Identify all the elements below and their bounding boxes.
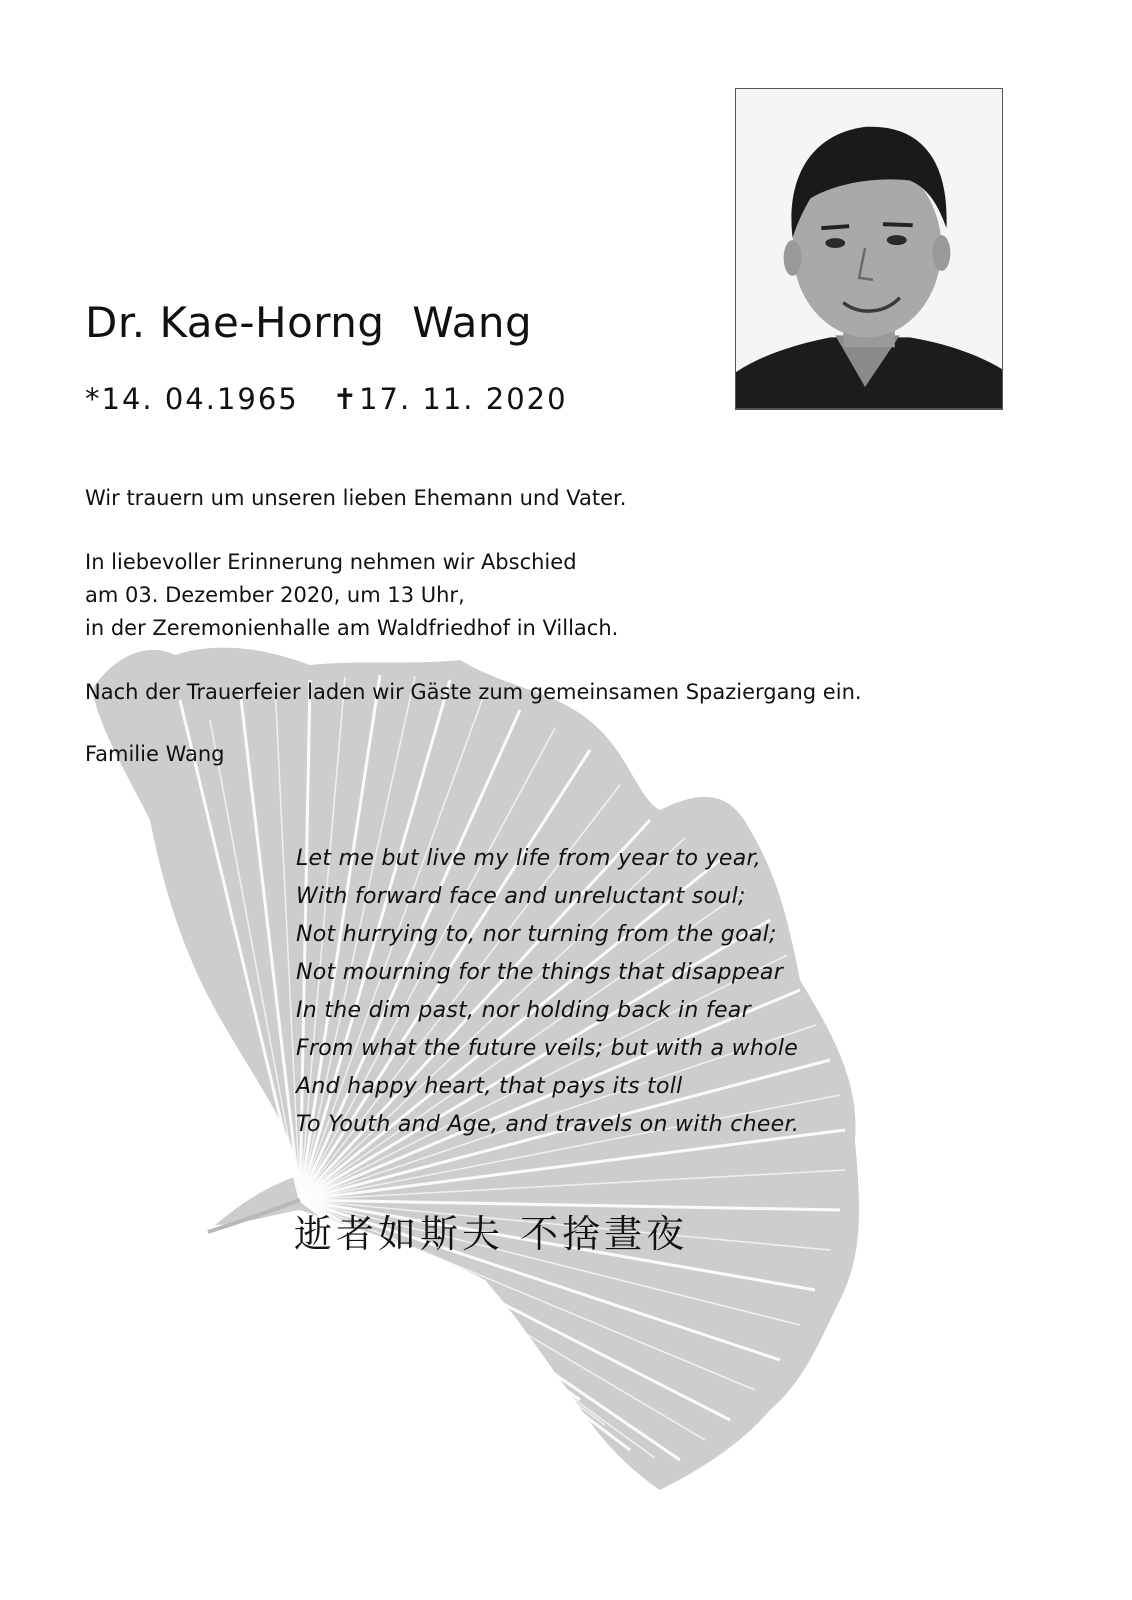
- farewell-line: In liebevoller Erinnerung nehmen wir Abschied: [85, 550, 577, 574]
- invitation-text: Nach der Trauerfeier laden wir Gäste zum gemeinsamen Spaziergang ein.: [85, 680, 862, 704]
- poem-line: To Youth and Age, and travels on with cheer.: [296, 1112, 800, 1137]
- mourning-line: Wir trauern um unseren lieben Ehemann und Vater.: [85, 486, 627, 510]
- birth-date: *14. 04.1965: [85, 382, 299, 416]
- life-dates: [85, 382, 568, 416]
- poem-line: From what the future veils; but with a whole: [296, 1036, 799, 1061]
- poem-line: In the dim past, nor holding back in fear: [296, 998, 751, 1023]
- family-signature: Familie Wang: [85, 742, 225, 766]
- farewell-line: am 03. Dezember 2020, um 13 Uhr,: [85, 583, 465, 607]
- poem-line: With forward face and unreluctant soul;: [296, 884, 746, 909]
- poem-line: Let me but live my life from year to year,: [296, 846, 762, 871]
- poem: [296, 840, 799, 1144]
- poem-line: Not mourning for the things that disappear: [296, 960, 784, 985]
- portrait-photo: [735, 88, 1003, 410]
- death-date: ✝17. 11. 2020: [332, 382, 568, 416]
- poem-line: Not hurrying to, nor turning from the goal;: [296, 922, 777, 947]
- chinese-quote: 逝者如斯夫 不捨晝夜: [294, 1212, 689, 1256]
- poem-line: And happy heart, that pays its toll: [296, 1074, 683, 1099]
- deceased-name: Dr. Kae-Horng Wang: [85, 298, 533, 347]
- portrait-figure: [736, 89, 1002, 409]
- farewell-line: in der Zeremonienhalle am Waldfriedhof in Villach.: [85, 616, 619, 640]
